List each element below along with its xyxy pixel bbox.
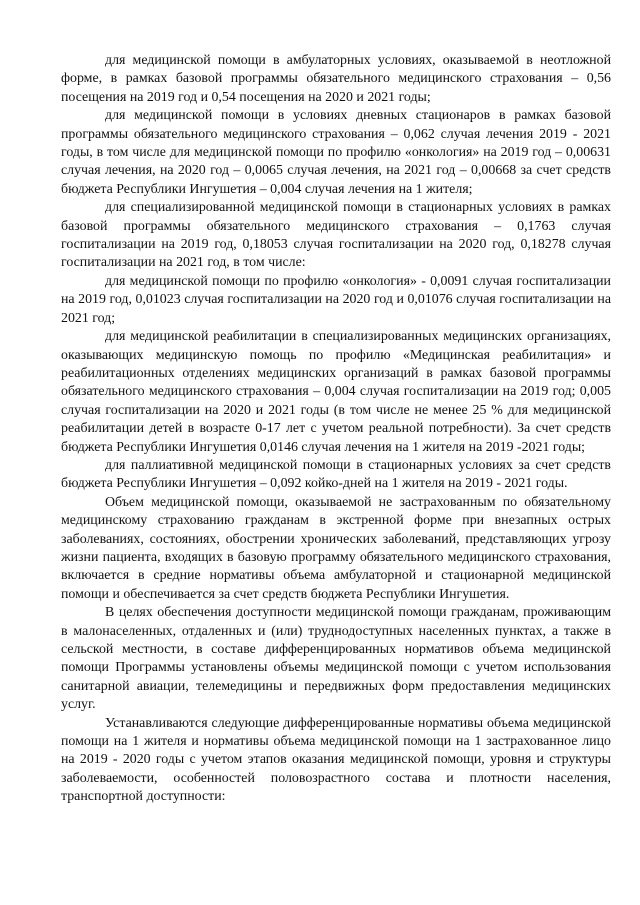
paragraph-day-hospital: для медицинской помощи в условиях дневных стационаров в рамках базовой программы обязательного медицинского страхования – 0,062 случая лечения 2019 - 2021 годы, в том числе для медицинской помощи по профилю «онкология» на 2019 год – 0,00631 случая лечения, на 2020 год – 0,0065 случая лечения, на 2021 год – 0,00668 за счет средств бюджета Республики Ингушетия – 0,004 случая лечения на 1 жителя; [61, 108, 611, 197]
paragraph-specialized-inpatient: для специализированной медицинской помощи в стационарных условиях в рамках базовой программы обязательного медицинского страхования – 0,1763 случая госпитализации на 2019 год, 0,18053 случая госпитализации на 2020 год, 0,18278 случая госпитализации на 2021 год, в том числе: [61, 200, 611, 271]
paragraph-palliative: для паллиативной медицинской помощи в стационарных условиях за счет средств бюджета Республики Ингушетия – 0,092 койко-дней на 1 жителя на 2019 - 2021 годы. [61, 457, 611, 492]
paragraph-rehabilitation: для медицинской реабилитации в специализированных медицинских организациях, оказывающих медицинскую помощь по профилю «Медицинская реабилитация» и реабилитационных отделениях медицинских организаций в рамках базовой программы обязательного медицинского страхования – 0,004 случая госпитализации на 2019 год; 0,005 случая госпитализации на 2020 и 2021 годы (в том числе не менее 25 % для медицинской реабилитации детей в возрасте 0-17 лет с учетом реальной потребности). За счет средств бюджета Республики Ингушетия 0,0146 случая лечения на 1 жителя на 2019 -2021 годы; [61, 329, 611, 455]
paragraph-differentiated-norms: Устанавливаются следующие дифференцированные нормативы объема медицинской помощи на 1 жителя и нормативы объема медицинской помощи на 1 застрахованное лицо на 2019 - 2020 годы с учетом этапов оказания медицинской помощи, уровня и структуры заболеваемости, особенностей половозрастного состава и плотности населения, транспортной доступности: [61, 715, 611, 805]
paragraph-oncology-inpatient: для медицинской помощи по профилю «онкология» - 0,0091 случая госпитализации на 2019 год, 0,01023 случая госпитализации на 2020 год и 0,01076 случая госпитализации на 2021 год; [61, 273, 611, 326]
paragraph-outpatient-emergency: для медицинской помощи в амбулаторных условиях, оказываемой в неотложной форме, в рамках базовой программы обязательного медицинского страхования – 0,56 посещения на 2019 год и 0,54 посещения на 2020 и 2021 годы; [61, 53, 611, 105]
paragraph-accessibility: В целях обеспечения доступности медицинской помощи гражданам, проживающим в малонаселенных, отдаленных и (или) труднодоступных населенных пунктах, а также в сельской местности, в составе дифференцированных нормативов объема медицинской помощи Программы установлены объемы медицинской помощи с учетом использования санитарной авиации, телемедицины и передвижных форм предоставления медицинских услуг. [61, 605, 611, 713]
paragraph-uninsured-emergency: Объем медицинской помощи, оказываемой не застрахованным по обязательному медицинскому страхованию гражданам в экстренной форме при внезапных острых заболеваниях, состояниях, обострении хронических заболеваний, представляющих угрозу жизни пациента, входящих в базовую программу обязательного медицинского страхования, включается в средние нормативы объема амбулаторной и стационарной медицинской помощи и обеспечивается за счет средств бюджета Республики Ингушетия. [61, 494, 611, 602]
document-page [61, 52, 611, 807]
